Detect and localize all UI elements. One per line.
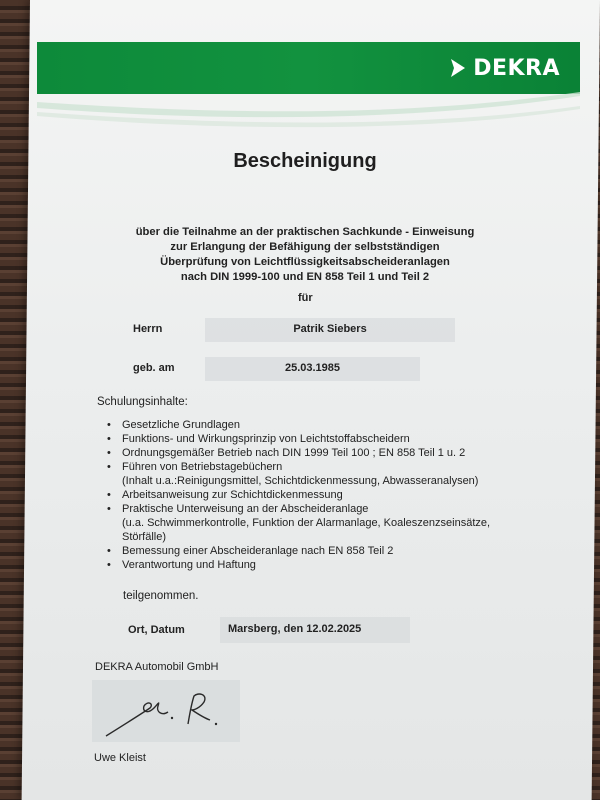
list-item-text: Funktions- und Wirkungsprinzip von Leichtstoffabscheidern <box>122 433 410 445</box>
brand-name: DEKRA <box>473 55 560 81</box>
dekra-logo <box>449 53 560 83</box>
list-item-subtext: (u.a. Schwimmerkontrolle, Funktion der Alarmanlage, Koaleszenzseinsätze, <box>122 517 491 529</box>
dob-field <box>205 357 420 381</box>
participated-text: teilgenommen. <box>123 590 199 602</box>
list-item-text: Bemessung einer Abscheideranlage nach EN 858 Teil 2 <box>122 545 394 557</box>
list-item-text: Verantwortung und Haftung <box>122 559 256 571</box>
dob-row <box>0 357 600 381</box>
list-item-text: Praktische Unterweisung an der Abscheideranlage <box>122 503 369 515</box>
signer-name: Uwe Kleist <box>94 752 146 764</box>
bullet-icon: • <box>107 461 111 473</box>
bullet-icon: • <box>107 545 111 557</box>
list-item <box>105 418 525 432</box>
bullet-icon: • <box>107 419 111 431</box>
dob-label: geb. am <box>133 362 175 374</box>
list-item <box>105 558 525 572</box>
place-date-field <box>220 617 410 643</box>
list-item <box>105 460 525 488</box>
subtitle-line: zur Erlangung der Befähigung der selbstständigen <box>170 241 440 253</box>
document-title: Bescheinigung <box>233 150 377 172</box>
list-item <box>105 488 525 502</box>
list-item <box>105 446 525 460</box>
list-item-text: Gesetzliche Grundlagen <box>122 419 241 431</box>
handwritten-signature <box>92 680 240 742</box>
name-label: Herrn <box>133 323 163 335</box>
training-contents-list <box>105 418 525 572</box>
bullet-icon: • <box>107 489 111 501</box>
name-value: Patrik Siebers <box>293 323 367 335</box>
company-name: DEKRA Automobil GmbH <box>95 661 219 673</box>
name-row <box>0 318 600 342</box>
subtitle-line: nach DIN 1999-100 und EN 858 Teil 1 und Teil 2 <box>180 271 430 283</box>
place-date-value: Marsberg, den 12.02.2025 <box>228 623 362 635</box>
list-item <box>105 432 525 446</box>
bullet-icon: • <box>107 503 111 515</box>
dob-value: 25.03.1985 <box>284 362 341 374</box>
subtitle-line: über die Teilnahme an der praktischen Sachkunde - Einweisung <box>135 226 475 238</box>
place-date-label: Ort, Datum <box>128 624 185 636</box>
for-label: für <box>298 292 313 304</box>
list-item <box>105 502 525 544</box>
bullet-icon: • <box>107 447 111 459</box>
place-date-row <box>0 617 600 643</box>
bullet-icon: • <box>107 433 111 445</box>
list-item-text: Arbeitsanweisung zur Schichtdickenmessung <box>122 489 343 501</box>
name-field <box>205 318 455 342</box>
list-item <box>105 544 525 558</box>
document-subtitle <box>120 225 490 285</box>
list-item-subtext: (Inhalt u.a.:Reinigungsmittel, Schichtdickenmessung, Abwasseranalysen) <box>122 475 479 487</box>
list-item-text: Ordnungsgemäßer Betrieb nach DIN 1999 Teil 100 ; EN 858 Teil 1 u. 2 <box>122 447 466 459</box>
dekra-logo-icon <box>449 57 467 79</box>
bullet-icon: • <box>107 559 111 571</box>
list-item-subtext: Störfälle) <box>122 531 167 543</box>
list-item-text: Führen von Betriebstagebüchern <box>122 461 283 473</box>
header-swoosh-decoration <box>37 90 580 140</box>
subtitle-line: Überprüfung von Leichtflüssigkeitsabscheideranlagen <box>160 256 450 268</box>
signature-area <box>92 680 240 742</box>
section-label: Schulungsinhalte: <box>97 396 188 408</box>
